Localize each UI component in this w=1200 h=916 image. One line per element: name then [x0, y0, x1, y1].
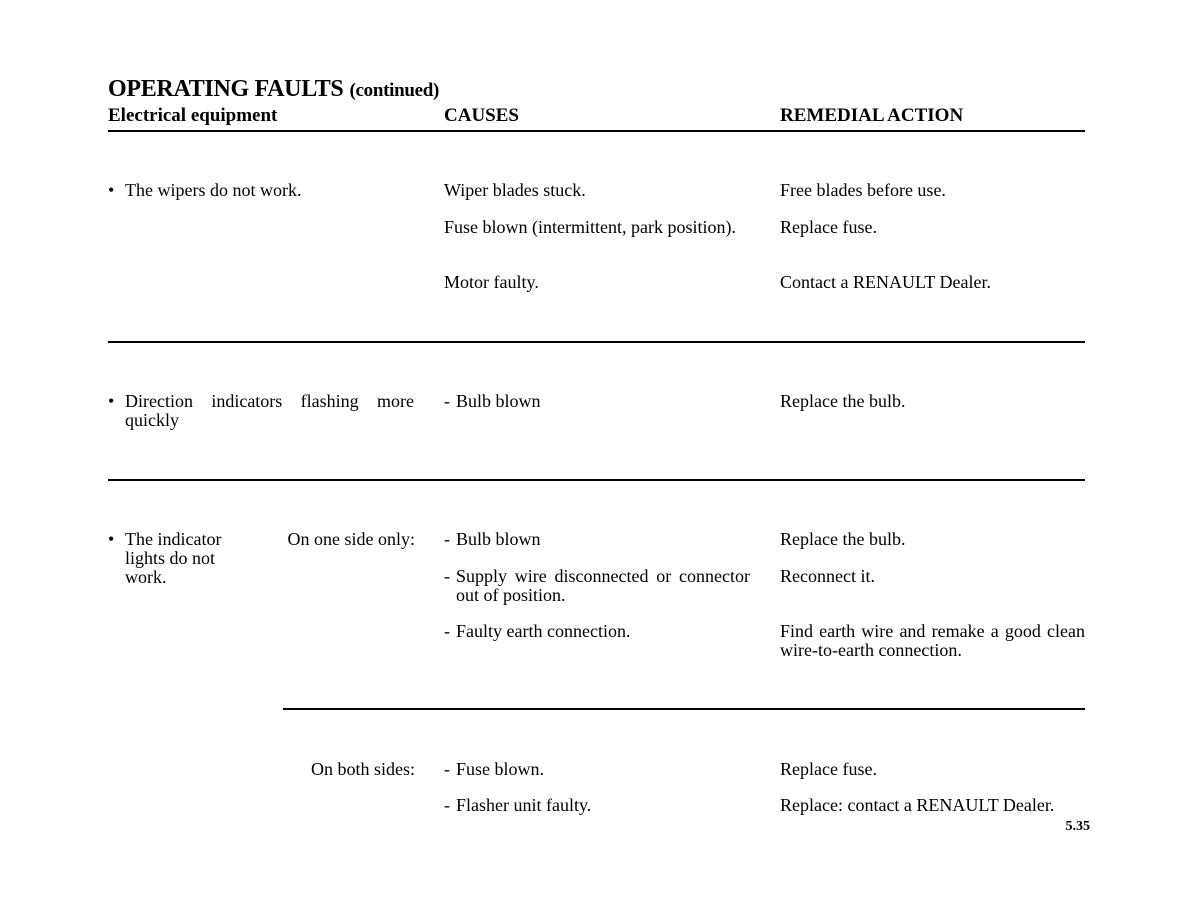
bullet-icon: • [108, 180, 115, 200]
cause-indicator-4 [444, 760, 750, 779]
action-indicator-5: Replace: contact a RENAULT Dealer. [780, 795, 1055, 815]
cause-indicator-3 [444, 622, 750, 641]
cause-direction-1 [444, 392, 750, 411]
dash-icon: - [444, 621, 450, 641]
action-indicator-1: Replace the bulb. [780, 529, 906, 549]
section-rule [108, 341, 1085, 343]
fault-direction-text: Direction indicators flashing more quickly [125, 391, 414, 430]
cause-indicator-1 [444, 530, 750, 549]
bullet-icon: • [108, 529, 115, 549]
fault-indicator [108, 530, 256, 587]
section-rule [108, 479, 1085, 481]
action-indicator-3: Find earth wire and remake a good clean wire-to-earth connection. [780, 621, 1085, 660]
fault-indicator-text: The indicator lights do not work. [125, 529, 222, 587]
cause-indicator-1-text: Bulb blown [456, 529, 541, 549]
cause-indicator-3-text: Faulty earth connection. [456, 621, 631, 641]
page-number: 5.35 [1065, 819, 1090, 834]
action-wipers-1: Free blades before use. [780, 180, 946, 200]
action-indicator-2: Reconnect it. [780, 566, 875, 586]
fault-wipers-text: The wipers do not work. [125, 180, 302, 200]
dash-icon: - [444, 795, 450, 815]
header-rule [108, 130, 1085, 132]
sub-both-sides: On both sides: [310, 759, 415, 779]
page-title-suffix: (continued) [349, 80, 440, 101]
sub-one-side: On one side only: [287, 529, 415, 549]
cause-indicator-4-text: Fuse blown. [456, 759, 545, 779]
cause-indicator-2 [444, 567, 750, 605]
fault-wipers [108, 181, 418, 200]
cause-direction-1-text: Bulb blown [456, 391, 541, 411]
fault-direction [108, 392, 414, 430]
column-header-remedial-action: REMEDIAL ACTION [780, 105, 964, 126]
page-title-text: OPERATING FAULTS [108, 76, 344, 102]
cause-indicator-5-text: Flasher unit faulty. [456, 795, 592, 815]
action-wipers-3: Contact a RENAULT Dealer. [780, 272, 991, 292]
dash-icon: - [444, 391, 450, 411]
dash-icon: - [444, 566, 450, 586]
action-wipers-2: Replace fuse. [780, 217, 877, 237]
column-header-equipment: Electrical equipment [108, 105, 278, 126]
cause-indicator-5 [444, 796, 750, 815]
page-title [108, 76, 439, 103]
dash-icon: - [444, 759, 450, 779]
action-indicator-4: Replace fuse. [780, 759, 877, 779]
cause-indicator-2-text: Supply wire disconnected or connector out of position. [456, 566, 750, 605]
column-header-causes: CAUSES [444, 105, 519, 126]
bullet-icon: • [108, 391, 115, 411]
cause-wipers-3: Motor faulty. [444, 272, 539, 292]
action-direction-1: Replace the bulb. [780, 391, 906, 411]
sub-section-rule [283, 708, 1085, 710]
cause-wipers-2: Fuse blown (intermittent, park position). [444, 217, 736, 237]
dash-icon: - [444, 529, 450, 549]
cause-wipers-1: Wiper blades stuck. [444, 180, 586, 200]
